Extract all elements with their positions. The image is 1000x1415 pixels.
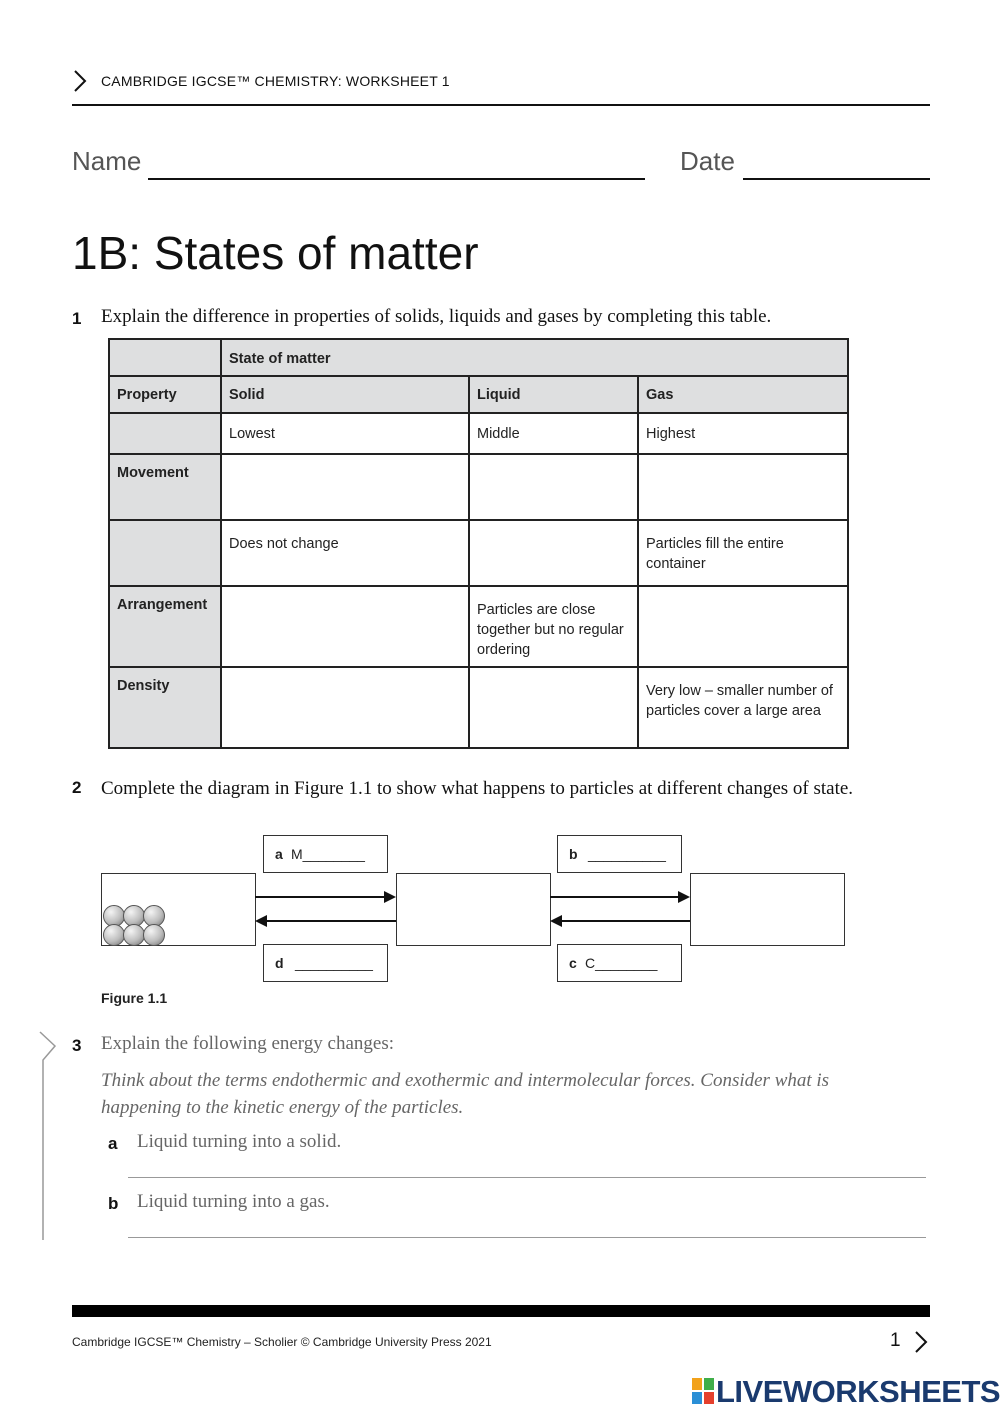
chevron-right-icon: [70, 68, 90, 94]
particle: [103, 924, 125, 946]
table-corner-cell: [109, 339, 221, 376]
part-a-letter: a: [108, 1134, 118, 1153]
table-row-label: Density: [109, 667, 221, 748]
date-label: Date: [680, 146, 735, 176]
solid-state-box: [101, 873, 256, 946]
particle: [143, 924, 165, 946]
table-cell: Middle: [469, 413, 638, 454]
name-label: Name: [72, 146, 142, 176]
answer-line-a[interactable]: [128, 1177, 926, 1178]
particle: [123, 924, 145, 946]
table-cell: Particles fill the entire container: [638, 520, 848, 586]
next-page-icon[interactable]: [912, 1329, 930, 1355]
label-box-d[interactable]: [263, 944, 388, 982]
table-cell: Particles are close together but no regular ordering: [469, 586, 638, 667]
page-number: 1: [890, 1330, 901, 1351]
table-row-label[interactable]: [109, 520, 221, 586]
arrow-left-icon: [550, 915, 690, 927]
label-a-letter: a: [275, 846, 283, 862]
table-row-label: Arrangement: [109, 586, 221, 667]
table-row-label[interactable]: [109, 413, 221, 454]
header-liquid: Liquid: [469, 376, 638, 413]
table-answer-cell[interactable]: [469, 520, 638, 586]
table-cell: Very low – smaller number of particles cover a large area: [638, 667, 848, 748]
question-3-number: 3: [72, 1036, 82, 1055]
question-3-hint: Think about the terms endothermic and exothermic and intermolecular forces. Consider what is happening to the kinetic energy of the particles.: [101, 1070, 830, 1118]
arrows-diagram: [255, 885, 695, 930]
header-property: Property: [109, 376, 221, 413]
footer-copyright: Cambridge IGCSE™ Chemistry – Scholier © Cambridge University Press 2021: [72, 1335, 492, 1349]
question-2-text: Complete the diagram in Figure 1.1 to show what happens to particles at different changes of state.: [101, 778, 854, 799]
arrow-left-icon: [255, 915, 396, 927]
table-answer-cell[interactable]: [221, 454, 469, 520]
question-1-number: 1: [72, 309, 82, 328]
label-b-letter: b: [569, 846, 578, 862]
header-rule: [72, 104, 930, 106]
properties-table: [108, 338, 849, 749]
side-bracket-icon: [38, 1030, 60, 1242]
label-d-letter: d: [275, 955, 284, 971]
question-1-text: Explain the difference in properties of solids, liquids and gases by completing this table.: [101, 306, 772, 327]
worksheet-header: CAMBRIDGE IGCSE™ CHEMISTRY: WORKSHEET 1: [101, 73, 450, 89]
date-field[interactable]: [743, 146, 930, 180]
header-gas: Gas: [638, 376, 848, 413]
gas-state-box[interactable]: [690, 873, 845, 946]
table-answer-cell[interactable]: [469, 667, 638, 748]
label-b-text[interactable]: __________: [588, 846, 666, 862]
page-title: 1B: States of matter: [72, 227, 479, 279]
name-field[interactable]: [148, 146, 645, 180]
table-cell: Does not change: [221, 520, 469, 586]
label-d-text[interactable]: __________: [295, 955, 373, 971]
label-box-b[interactable]: [557, 835, 682, 873]
table-row-label: Movement: [109, 454, 221, 520]
label-box-a[interactable]: [263, 835, 388, 873]
liveworksheets-brand: LIVEWORKSHEETS: [716, 1374, 1000, 1409]
table-answer-cell[interactable]: [221, 586, 469, 667]
header-solid: Solid: [221, 376, 469, 413]
table-cell: Lowest: [221, 413, 469, 454]
liveworksheets-logo-icon: [692, 1378, 714, 1404]
table-answer-cell[interactable]: [469, 454, 638, 520]
label-a-text[interactable]: M________: [291, 846, 365, 862]
figure-caption: Figure 1.1: [101, 990, 168, 1006]
part-b-letter: b: [108, 1194, 119, 1213]
label-c-letter: c: [569, 955, 577, 971]
arrow-right-icon: [550, 891, 690, 903]
table-answer-cell[interactable]: [221, 667, 469, 748]
label-c-text[interactable]: C________: [585, 955, 658, 971]
footer-bar: [72, 1305, 930, 1317]
group-header-cell: State of matter: [221, 339, 848, 376]
question-3-text: Explain the following energy changes:: [101, 1033, 395, 1054]
table-answer-cell[interactable]: [638, 454, 848, 520]
part-b-text: Liquid turning into a gas.: [137, 1191, 330, 1212]
part-a-text: Liquid turning into a solid.: [137, 1131, 342, 1152]
label-box-c[interactable]: [557, 944, 682, 982]
answer-line-b[interactable]: [128, 1237, 926, 1238]
table-cell: Highest: [638, 413, 848, 454]
question-2-number: 2: [72, 778, 82, 797]
table-answer-cell[interactable]: [638, 586, 848, 667]
arrow-right-icon: [255, 891, 396, 903]
